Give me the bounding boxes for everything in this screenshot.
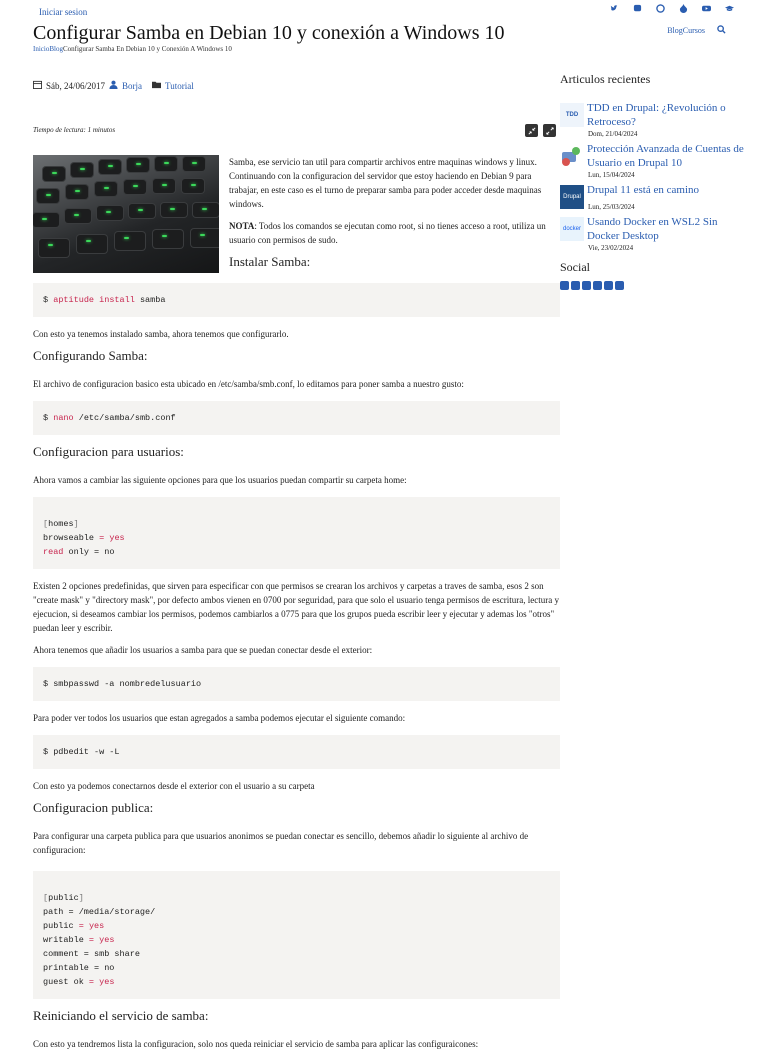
article-body <box>33 155 560 1059</box>
folder-icon <box>152 80 161 91</box>
p-restart: Con esto ya tendremos lista la configuracion, solo nos queda reiniciar el servicio de samba para aplicar las configuraicones: <box>33 1039 479 1049</box>
code-pdbedit: $ pdbedit -w -L <box>33 735 560 769</box>
recent-article-title[interactable]: TDD en Drupal: ¿Revolución o Retroceso? <box>587 102 726 128</box>
p-perms: Existen 2 opciones predefinidas, que sirven para especificar con que permisos se crearan los archivos y carpetas a traves de samba, esos 2 son "create mask" y "directory mask", por defecto ambos vienen en 0700 por seguridad, para que solo el usuario tenga permisos de escritura, lectura y ejecucion, si deseamos cambiar los permisos, podemos cambiarlos a 0775 para que los grupos pueda escribir leer y ejecutar y ademas los "otros" puedan leer y escribir. <box>33 581 560 633</box>
docker-thumbnail: docker <box>560 217 584 241</box>
breadcrumb-home[interactable]: Inicio <box>33 45 50 53</box>
graduation-cap-icon[interactable] <box>615 281 624 290</box>
main-nav <box>667 25 726 36</box>
youtube-icon[interactable] <box>604 281 613 290</box>
p-add-users: Ahora tenemos que añadir los usuarios a samba para que se puedan conectar desde el exterior: <box>33 645 373 655</box>
graduation-cap-icon[interactable] <box>725 0 734 9</box>
p-connect: Con esto ya podemos conectarnos desde el exterior con el usuario a su carpeta <box>33 781 315 791</box>
intro-paragraph: Samba, ese servicio tan util para compartir archivos entre maquinas windows y linux. Continuando con la configuracion del servidor que estoy haciendo en Debian 9 para trabajar, en este caso es el turno de preparar samba para poder acceder desde maquinas windows. <box>229 157 542 209</box>
p-public: Para configurar una carpeta publica para que usuarios anonimos se puedan conectar es sencillo, debemos añadir lo siguiente al archivo de configuracion: <box>33 831 529 855</box>
twitter-icon[interactable] <box>610 0 619 9</box>
shrink-icon[interactable] <box>525 124 538 137</box>
code-public: [public] path = /media/storage/ public = yes writable = yes comment = smb share printable = no guest ok = yes <box>33 871 560 999</box>
security-thumbnail <box>560 144 584 168</box>
user-icon <box>109 80 118 91</box>
p-users: Ahora vamos a cambiar las siguiente opciones para que los usuarios puedan compartir su carpeta home: <box>33 475 407 485</box>
breadcrumb-current: Configurar Samba En Debian 10 y Conexión A Windows 10 <box>62 45 232 53</box>
recent-article-date: Lun, 25/03/2024 <box>588 203 635 211</box>
p-list-users: Para poder ver todos los usuarios que estan agregados a samba podemos ejecutar el siguiente comando: <box>33 713 406 723</box>
code-edit: $ nano /etc/samba/smb.conf <box>33 401 560 435</box>
recent-article-date: Vie, 23/02/2024 <box>588 244 634 252</box>
login-link[interactable]: Iniciar sesion <box>39 7 88 17</box>
mastodon-icon[interactable] <box>633 0 642 9</box>
search-icon[interactable] <box>717 25 726 36</box>
social-icons <box>560 281 745 290</box>
recent-article-date: Dom, 21/04/2024 <box>588 130 638 138</box>
heading-install: Instalar Samba: <box>229 254 311 269</box>
code-smbpasswd: $ smbpasswd -a nombredelusuario <box>33 667 560 701</box>
social-title: Social <box>560 260 590 274</box>
recent-articles-title: Articulos recientes <box>560 72 651 86</box>
tdd-thumbnail: TDD <box>560 103 584 127</box>
drupal-icon[interactable] <box>679 0 688 9</box>
code-install: $ aptitude install samba <box>33 283 560 317</box>
heading-restart: Reiniciando el servicio de samba: <box>33 1008 209 1023</box>
article-meta <box>33 80 194 91</box>
drupal-thumbnail: Drupal <box>560 185 584 209</box>
mastodon-icon[interactable] <box>571 281 580 290</box>
youtube-icon[interactable] <box>702 0 711 9</box>
expand-icon[interactable] <box>543 124 556 137</box>
keyboard-image <box>33 155 219 273</box>
recent-article[interactable] <box>560 142 745 179</box>
recent-article-title[interactable]: Drupal 11 está en camino <box>587 184 699 196</box>
recent-article-title[interactable]: Usando Docker en WSL2 Sin Docker Desktop <box>587 216 718 242</box>
heading-config: Configurando Samba: <box>33 348 148 363</box>
recent-article[interactable] <box>560 183 745 211</box>
recent-article-date: Lun, 15/04/2024 <box>588 171 635 179</box>
heading-users: Configuracion para usuarios: <box>33 444 184 459</box>
nav-cursos[interactable]: Cursos <box>682 26 705 35</box>
page-title: Configurar Samba en Debian 10 y conexión a Windows 10 <box>33 22 505 44</box>
sidebar <box>560 72 745 290</box>
note-text: : Todos los comandos se ejecutan como root, si no tienes acceso a root, utiliza un usuario con permisos de sudo. <box>229 221 546 245</box>
read-time: Tiempo de lectura: 1 minutos <box>33 126 116 134</box>
p-config: El archivo de configuracion basico esta ubicado en /etc/samba/smb.conf, lo editamos para poner samba a nuestro gusto: <box>33 379 464 389</box>
calendar-icon <box>33 80 42 91</box>
recent-article-title[interactable]: Protección Avanzada de Cuentas de Usuario en Drupal 10 <box>587 143 744 169</box>
heading-public: Configuracion publica: <box>33 800 154 815</box>
breadcrumb-blog[interactable]: Blog <box>49 45 63 53</box>
github-icon[interactable] <box>582 281 591 290</box>
twitter-icon[interactable] <box>560 281 569 290</box>
code-homes: [homes] browseable = yes read only = no <box>33 497 560 569</box>
breadcrumb <box>33 45 232 53</box>
recent-article[interactable] <box>560 101 745 138</box>
nav-blog[interactable]: Blog <box>667 26 683 35</box>
p-installed: Con esto ya tenemos instalado samba, ahora tenemos que configurarlo. <box>33 329 289 339</box>
drupal-icon[interactable] <box>593 281 602 290</box>
top-social-icons <box>610 0 734 9</box>
post-date: Sáb, 24/06/2017 <box>46 80 106 91</box>
author-link[interactable]: Borja <box>122 80 143 91</box>
note-label: NOTA <box>229 221 255 231</box>
category-link[interactable]: Tutorial <box>165 80 194 91</box>
github-icon[interactable] <box>656 0 665 9</box>
recent-article[interactable] <box>560 215 745 252</box>
